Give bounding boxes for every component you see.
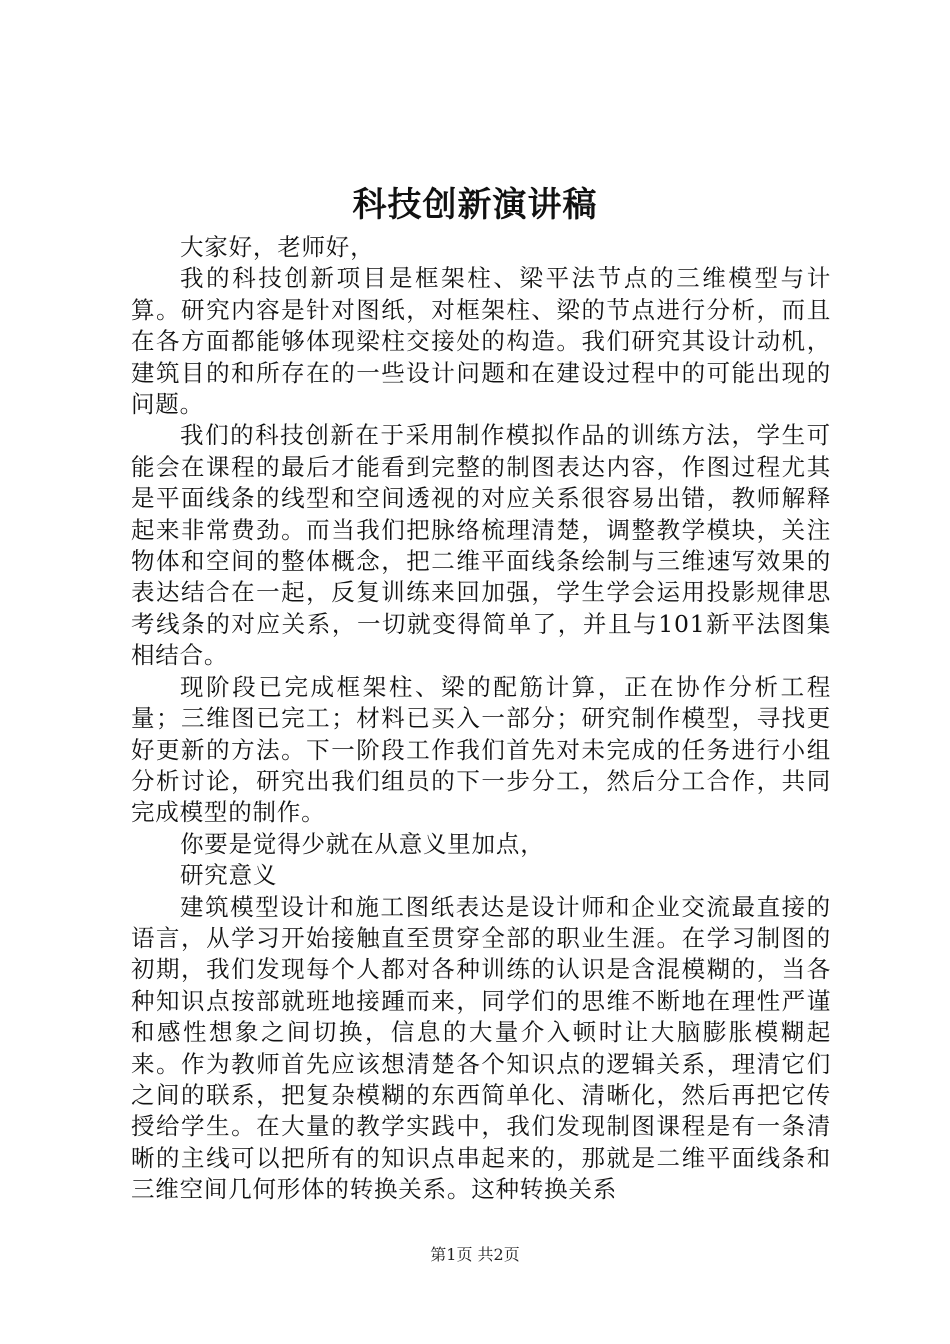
innovation-paragraph: 我们的科技创新在于采用制作模拟作品的训练方法，学生可能会在课程的最后才能看到完整的制图表达内容，作图过程尤其是平面线条的线型和空间透视的对应关系很容易出错，教师解释起来非常费劲。而当我们把脉络梳理清楚，调整教学模块，关注物体和空间的整体概念，把二维平面线条绘制与三维速写效果的表达结合在一起，反复训练来回加强，学生学会运用投影规律思考线条的对应关系，一切就变得简单了，并且与101新平法图集相结合。 (131, 421, 831, 670)
document-body (131, 232, 831, 1206)
document-title: 科技创新演讲稿 (352, 185, 598, 225)
note-paragraph: 你要是觉得少就在从意义里加点， (180, 829, 545, 858)
section-heading-paragraph: 研究意义 (180, 861, 278, 890)
page-footer: 第1页 共2页 (430, 1245, 520, 1264)
progress-paragraph: 现阶段已完成框架柱、梁的配筋计算，正在协作分析工程量；三维图已完工；材料已买入一部分；研究制作模型，寻找更好更新的方法。下一阶段工作我们首先对未完成的任务进行小组分析讨论，研究出我们组员的下一步分工，然后分工合作，共同完成模型的制作。 (131, 672, 831, 827)
project-intro-paragraph: 我的科技创新项目是框架柱、梁平法节点的三维模型与计算。研究内容是针对图纸，对框架柱、梁的节点进行分析，而且在各方面都能够体现梁柱交接处的构造。我们研究其设计动机，建筑目的和所存在的一些设计问题和在建设过程中的可能出现的问题。 (131, 264, 831, 419)
significance-paragraph: 建筑模型设计和施工图纸表达是设计师和企业交流最直接的语言，从学习开始接触直至贯穿全部的职业生涯。在学习制图的初期，我们发现每个人都对各种训练的认识是含混模糊的，当各种知识点按部就班地接踵而来，同学们的思维不断地在理性严谨和感性想象之间切换，信息的大量介入顿时让大脑膨胀模糊起来。作为教师首先应该想清楚各个知识点的逻辑关系，理清它们之间的联系，把复杂模糊的东西简单化、清晰化，然后再把它传授给学生。在大量的教学实践中，我们发现制图课程是有一条清晰的主线可以把所有的知识点串起来的，那就是二维平面线条和三维空间几何形体的转换关系。这种转换关系 (131, 892, 831, 1204)
greeting-paragraph: 大家好，老师好， (180, 233, 375, 261)
